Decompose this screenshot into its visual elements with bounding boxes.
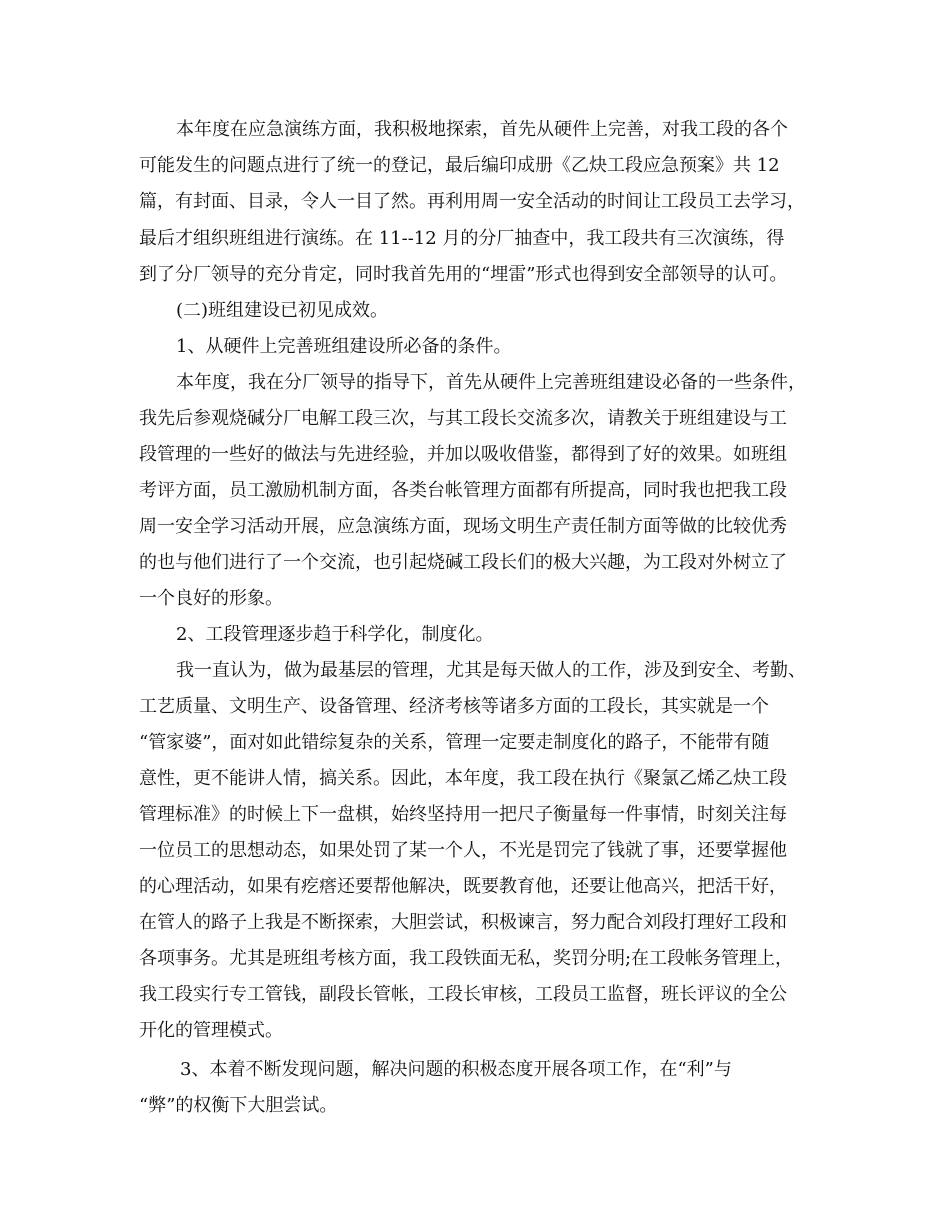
paragraph-line: 到了分厂领导的充分肯定，同时我首先用的“埋雷”形式也得到安全部领导的认可。 — [139, 264, 788, 285]
paragraph-line: 我工段实行专工管钱，副段长管帐，工段长审核，工段员工监督，班长评议的全公 — [139, 984, 787, 1005]
paragraph-line: 意性，更不能讲人情，搞关系。因此，本年度，我工段在执行《聚氯乙烯乙炔工段 — [139, 768, 787, 789]
paragraph-line: 段管理的一些好的做法与先进经验，并加以吸收借鉴，都得到了好的效果。如班组 — [139, 444, 787, 465]
paragraph-line: 一位员工的思想动态，如果处罚了某一个人，不光是罚完了钱就了事，还要掌握他 — [139, 840, 787, 861]
paragraph-line: 考评方面，员工激励机制方面，各类台帐管理方面都有所提高，同时我也把我工段 — [139, 480, 787, 501]
paragraph-line: 一个良好的形象。 — [139, 588, 283, 609]
subsection-heading: 1、从硬件上完善班组建设所必备的条件。 — [176, 336, 512, 357]
paragraph-line: 我先后参观烧碱分厂电解工段三次，与其工段长交流多次，请教关于班组建设与工 — [139, 408, 787, 429]
paragraph-line: 管理标准》的时候上下一盘棋，始终坚持用一把尺子衡量每一件事情，时刻关注每 — [139, 804, 787, 825]
subsection-heading: 2、工段管理逐步趋于科学化，制度化。 — [176, 624, 494, 645]
paragraph-line: 篇，有封面、目录，令人一目了然。再利用周一安全活动的时间让工段员工去学习， — [139, 191, 805, 212]
paragraph-line: 可能发生的问题点进行了统一的登记，最后编印成册《乙炔工段应急预案》共 12 — [139, 155, 780, 176]
paragraph-line: “弊”的权衡下大胆尝试。 — [139, 1095, 338, 1116]
paragraph-line: 周一安全学习活动开展，应急演练方面，现场文明生产责任制方面等做的比较优秀 — [139, 516, 787, 537]
paragraph-line: 最后才组织班组进行演练。在 11--12 月的分厂抽查中，我工段共有三次演练，得 — [139, 228, 785, 249]
paragraph-line: 的心理活动，如果有疙瘩还要帮他解决，既要教育他，还要让他高兴，把活干好， — [139, 876, 787, 897]
paragraph-line: 各项事务。尤其是班组考核方面，我工段铁面无私，奖罚分明;在工段帐务管理上， — [139, 948, 794, 969]
paragraph-line: 本年度，我在分厂领导的指导下，首先从硬件上完善班组建设必备的一些条件， — [176, 372, 806, 393]
paragraph-line: 在管人的路子上我是不断探索，大胆尝试，积极谏言，努力配合刘段打理好工段和 — [139, 912, 787, 933]
paragraph-line: 开化的管理模式。 — [139, 1020, 283, 1041]
paragraph-line: “管家婆”，面对如此错综复杂的关系，管理一定要走制度化的路子，不能带有随 — [139, 732, 770, 753]
paragraph-line: 本年度在应急演练方面，我积极地探索，首先从硬件上完善，对我工段的各个 — [176, 119, 788, 140]
subsection-heading: 3、本着不断发现问题，解决问题的积极态度开展各项工作，在“利”与 — [180, 1059, 732, 1080]
paragraph-line: 工艺质量、文明生产、设备管理、经济考核等诸多方面的工段长，其实就是一个 — [139, 696, 769, 717]
paragraph-line: 我一直认为，做为最基层的管理，尤其是每天做人的工作，涉及到安全、考勤、 — [176, 660, 806, 681]
section-heading: (二)班组建设已初见成效。 — [176, 300, 389, 321]
paragraph-line: 的也与他们进行了一个交流，也引起烧碱工段长们的极大兴趣，为工段对外树立了 — [139, 552, 787, 573]
